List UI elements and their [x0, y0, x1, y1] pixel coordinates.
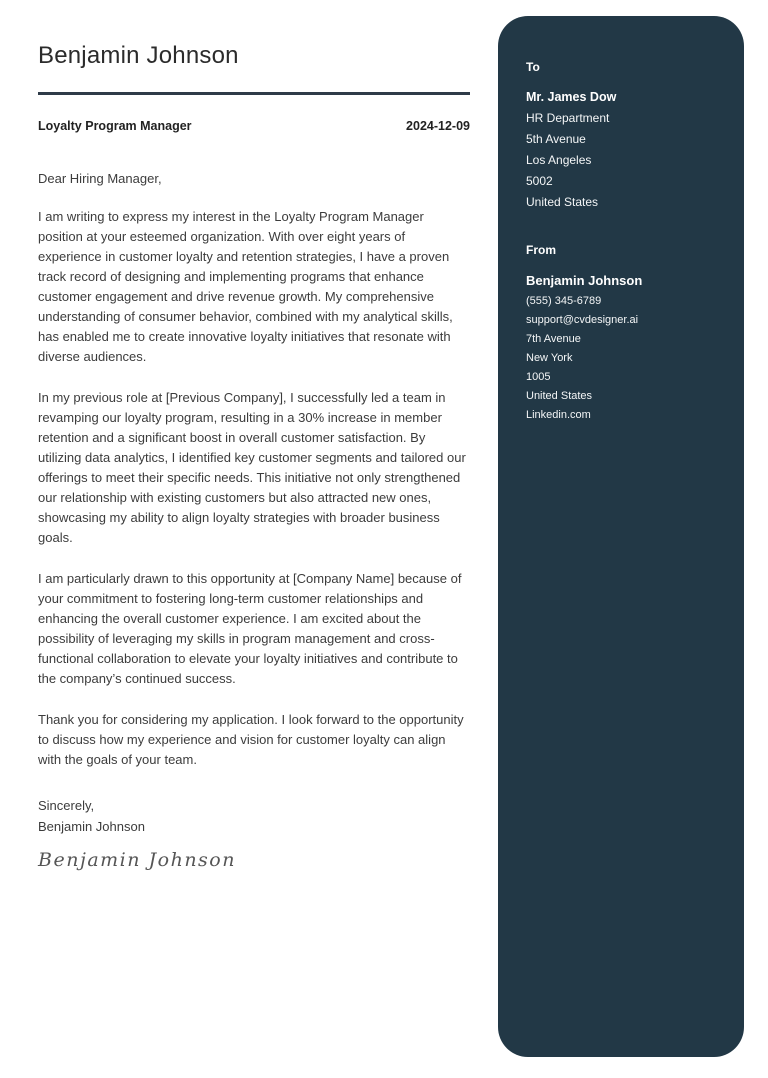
closing-word: Sincerely, [38, 798, 95, 813]
job-title: Loyalty Program Manager [38, 119, 192, 133]
page-title: Benjamin Johnson [38, 42, 239, 69]
paragraph-4: Thank you for considering my application. I look forward to the opportunity to discuss how my experience and vision for customer loyalty can align with the goals of your team. [38, 712, 464, 767]
sender-linkedin: Linkedin.com [526, 409, 591, 421]
closing-name: Benjamin Johnson [38, 819, 145, 834]
sender-zip: 1005 [526, 371, 551, 383]
letter-body [38, 42, 470, 871]
sender-name: Benjamin Johnson [526, 273, 643, 288]
sender-city: New York [526, 352, 573, 364]
recipient-section [526, 60, 720, 213]
handwritten-signature: Benjamin Johnson [38, 849, 236, 871]
recipient-street: 5th Avenue [526, 132, 586, 146]
sender-phone: (555) 345-6789 [526, 295, 602, 307]
salutation: Dear Hiring Manager, [38, 171, 162, 186]
sender-email: support@cvdesigner.ai [526, 314, 639, 326]
letter-meta-row [38, 119, 470, 133]
from-label: From [526, 243, 556, 257]
paragraph-2: In my previous role at [Previous Company], I successfully led a team in revamping our loyalty program, resulting in a 30% increase in member retention and a significant boost in overall customer satisfaction. By utilizing data analytics, I identified key customer segments and tailored our offerings to meet their specific needs. This initiative not only strengthened our relationship with existing customers but also attracted new ones, showcasing my ability to align loyalty strategies with broader business goals. [38, 390, 466, 545]
header-divider [38, 92, 470, 95]
paragraph-1: I am writing to express my interest in the Loyalty Program Manager position at your esteemed organization. With over eight years of experience in customer loyalty and retention strategies, I have a proven track record of designing and implementing programs that enhance customer engagement and drive revenue growth. My comprehensive understanding of consumer behavior, combined with my analytical skills, has enabled me to create innovative loyalty initiatives that resonate with diverse audiences. [38, 209, 453, 364]
closing-block [38, 795, 470, 837]
paragraph-3: I am particularly drawn to this opportunity at [Company Name] because of your commitment to fostering long-term customer relationships and enhancing the overall customer experience. I am excited about the possibility of leveraging my skills in program management and cross-functional collaboration to elevate your loyalty initiatives and contribute to the company’s continued success. [38, 571, 462, 686]
sender-street: 7th Avenue [526, 333, 581, 345]
recipient-country: United States [526, 195, 599, 209]
sender-section [526, 243, 720, 425]
letter-date: 2024-12-09 [406, 119, 470, 133]
sender-country: United States [526, 390, 593, 402]
recipient-zip: 5002 [526, 174, 553, 188]
contact-sidebar [498, 16, 744, 1057]
to-label: To [526, 60, 540, 74]
recipient-name: Mr. James Dow [526, 90, 617, 104]
recipient-department: HR Department [526, 111, 610, 125]
recipient-city: Los Angeles [526, 153, 592, 167]
